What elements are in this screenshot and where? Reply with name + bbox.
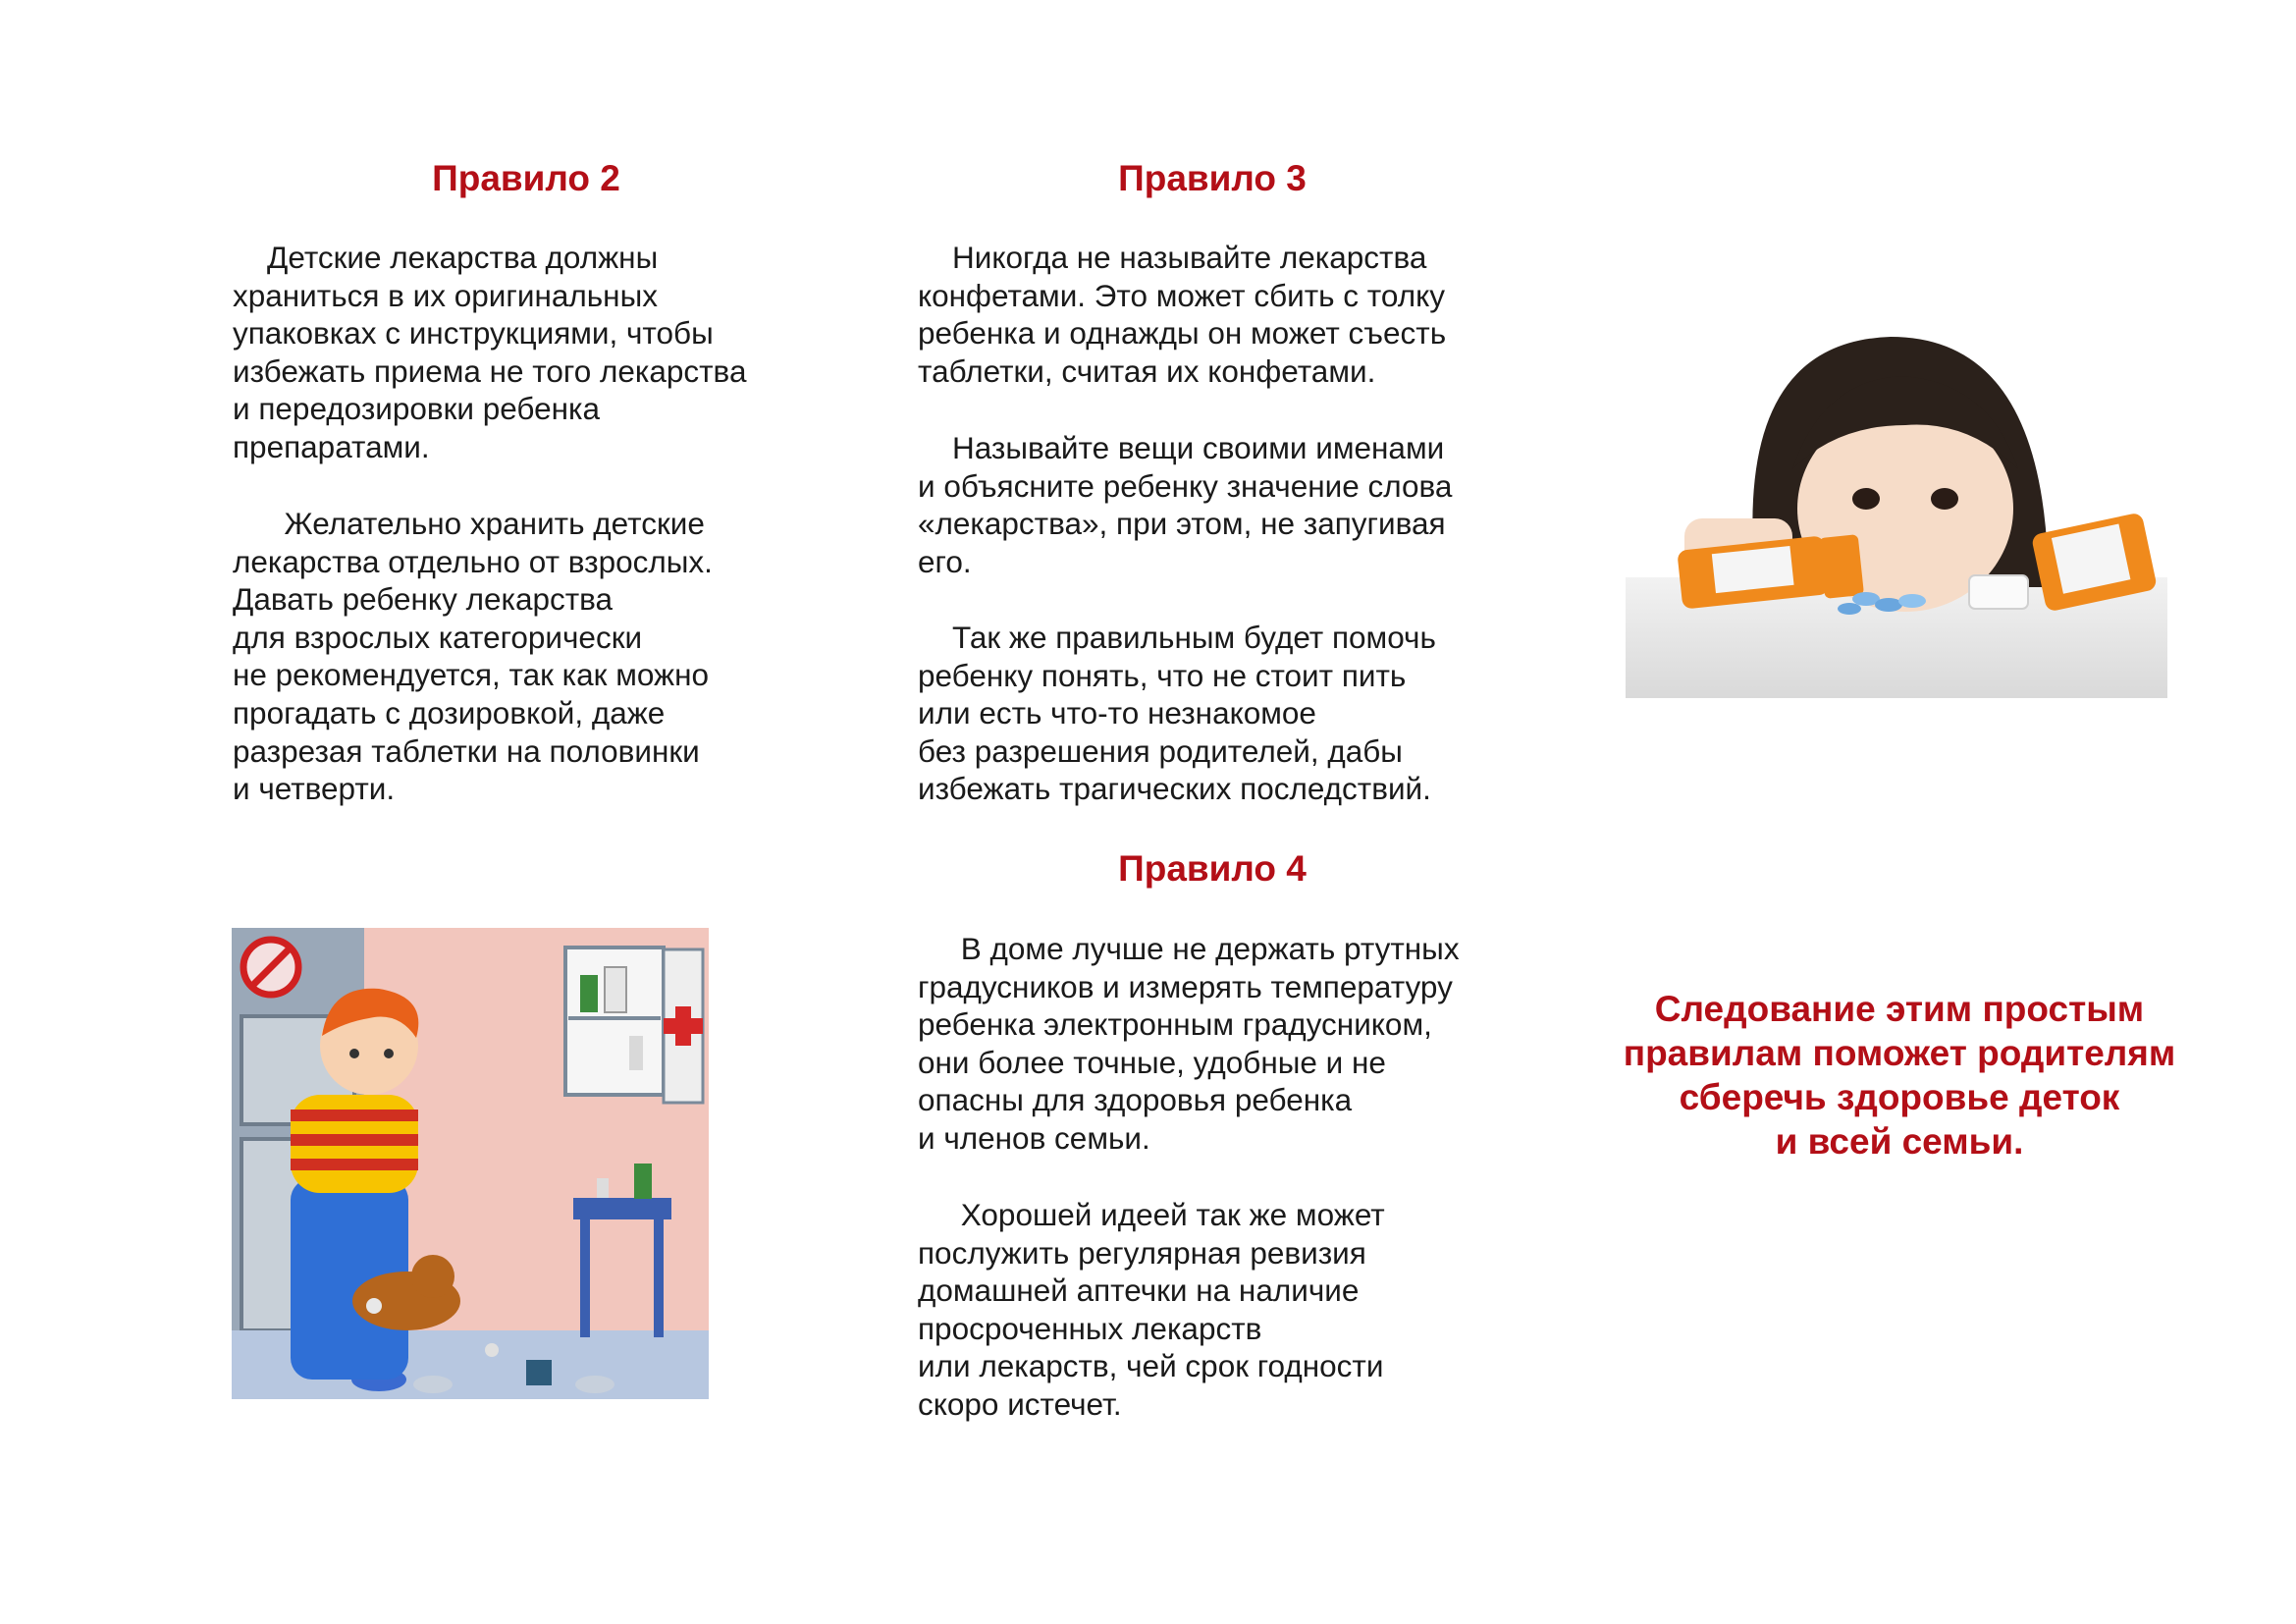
- rule-4-paragraph-2: Хорошей идеей так же может послужить регулярная ревизия домашней аптечки на наличие просроченных лекарств или лекарств, чей срок годности скоро истечет.: [918, 1197, 1385, 1422]
- child-pill-bottles-photo: [1626, 322, 2167, 698]
- rule-3-paragraph-2: Называйте вещи своими именами и объясните ребенку значение слова «лекарства», при этом, не запугивая его.: [918, 430, 1453, 579]
- rule-3-paragraph-1: Никогда не называйте лекарства конфетами. Это может сбить с толку ребенка и однажды он может съесть таблетки, считая их конфетами.: [918, 240, 1447, 389]
- rule-3-paragraph-3: Так же правильным будет помочь ребенку понять, что не стоит пить или есть что-то незнакомое без разрешения родителей, дабы избежать трагических последствий.: [918, 620, 1436, 807]
- child-with-pill-bottles-icon: [1626, 322, 2167, 698]
- closing-message: Следование этим простым правилам поможет родителям сберечь здоровье деток и всей семьи.: [1623, 989, 2176, 1162]
- rule-2-heading: Правило 2: [432, 158, 620, 198]
- boy-with-medicine-cabinet-icon: [232, 928, 709, 1399]
- rule-2-paragraph-2: Желательно хранить детские лекарства отдельно от взрослых. Давать ребенку лекарства для взрослых категорически не рекомендуется, так как можно прогадать с дозировкой, даже разрезая таблетки на половинки и четверти.: [233, 506, 713, 807]
- rule-4-heading: Правило 4: [1118, 848, 1307, 889]
- rule-4-paragraph-1: В доме лучше не держать ртутных градусников и измерять температуру ребенка электронным градусником, они более точные, удобные и не опасны для здоровья ребенка и членов семьи.: [918, 931, 1460, 1156]
- rule-3-heading: Правило 3: [1118, 158, 1307, 198]
- boy-medicine-illustration: [232, 928, 709, 1399]
- rule-2-paragraph-1: Детские лекарства должны храниться в их оригинальных упаковках с инструкциями, чтобы избежать приема не того лекарства и передозировки ребенка препаратами.: [233, 240, 747, 464]
